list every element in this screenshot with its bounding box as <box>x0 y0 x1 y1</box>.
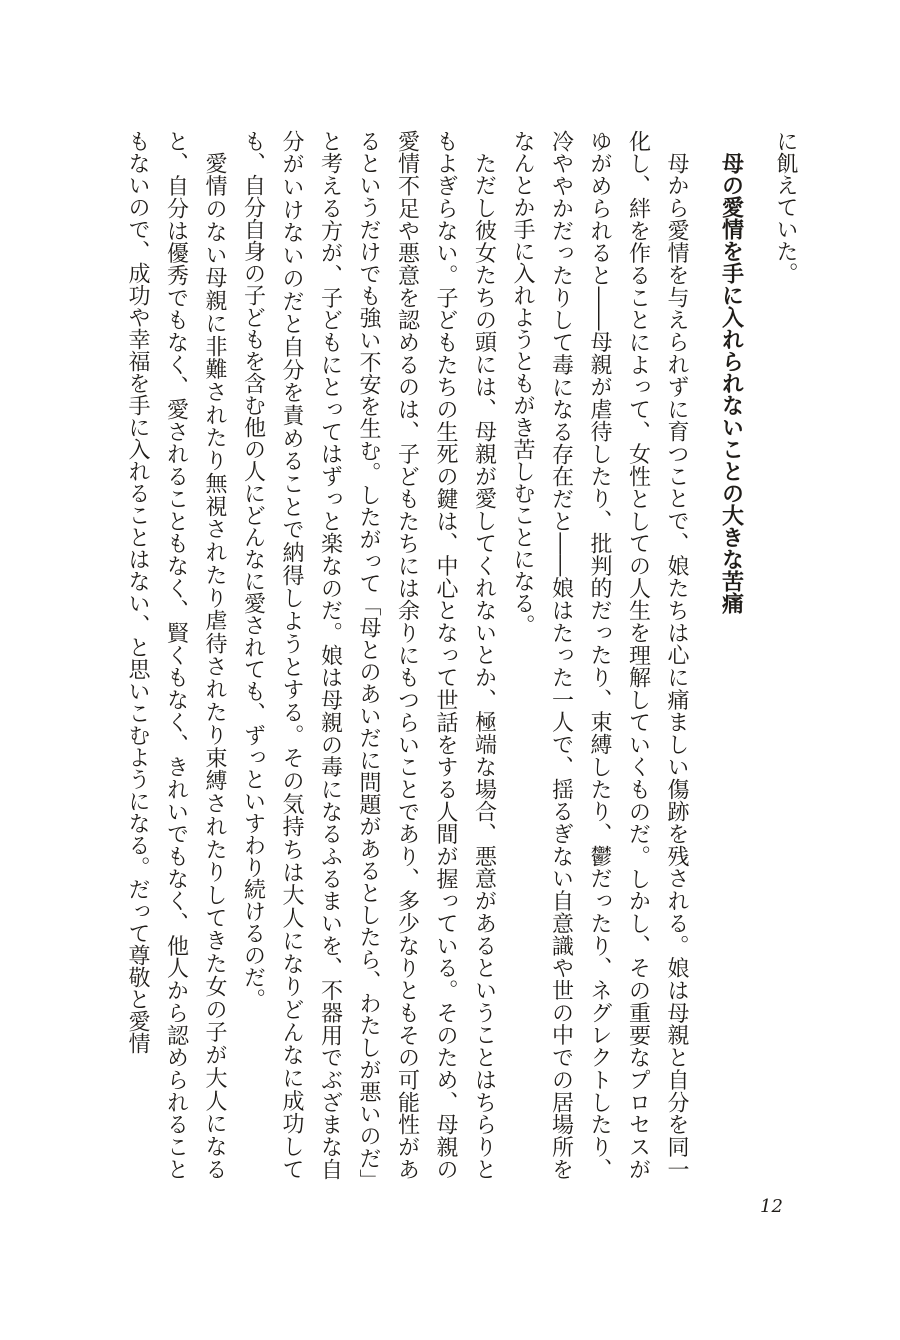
paragraph: 愛情のない母親に非難されたり無視されたり虐待されたり束縛されたりしてきた女の子が大人になると、自分は優秀でもなく、愛されることもなく、賢くもなく、きれいでもなく、他人から認められることもないので、成功や幸福を手に入れることはない、と思いこむようになる。だって尊敬と愛情 <box>125 130 227 1180</box>
section-heading: 母の愛情を手に入れられないことの大きな苦痛 <box>718 152 744 614</box>
paragraph: ただし彼女たちの頭には、母親が愛してくれないとか、極端な場合、悪意があるということはちらりともよぎらない。子どもたちの生死の鍵は、中心となって世話をする人間が握っている。そのため、母親の愛情不足や悪意を認めるのは、子どもたちには余りにもつらいことであり、多少なりともその可能性があるというだけでも強い不安を生む。したがって「母とのあいだに問題があるとしたら、わたしが悪いのだ」と考える方が、子どもにとってはずっと楽なのだ。娘は母親の毒になるふるまいを、不器用でぶざまな自分がいけないのだと自分を責めることで納得しようとする。その気持ちは大人になりどんなに成功しても、自分自身の子どもを含む他の人にどんなに愛されても、ずっといすわり続けるのだ。 <box>240 130 497 1180</box>
paragraph-continuation: に飢えていた。 <box>773 130 798 284</box>
page-number: 12 <box>760 1196 783 1217</box>
body-text <box>84 130 804 1180</box>
paragraph: 母から愛情を与えられずに育つことで、娘たちは心に痛ましい傷跡を残される。娘は母親と自分を同一化し、絆を作ることによって、女性としての人生を理解していくものだ。しかし、その重要なプロセスがゆがめられると――母親が虐待したり、批判的だったり、束縛したり、鬱だったり、ネグレクトしたり、冷ややかだったりして毒になる存在だと――娘はたった一人で、揺るぎない自意識や世の中での居場所をなんとか手に入れようともがき苦しむことになる。 <box>510 130 689 1180</box>
